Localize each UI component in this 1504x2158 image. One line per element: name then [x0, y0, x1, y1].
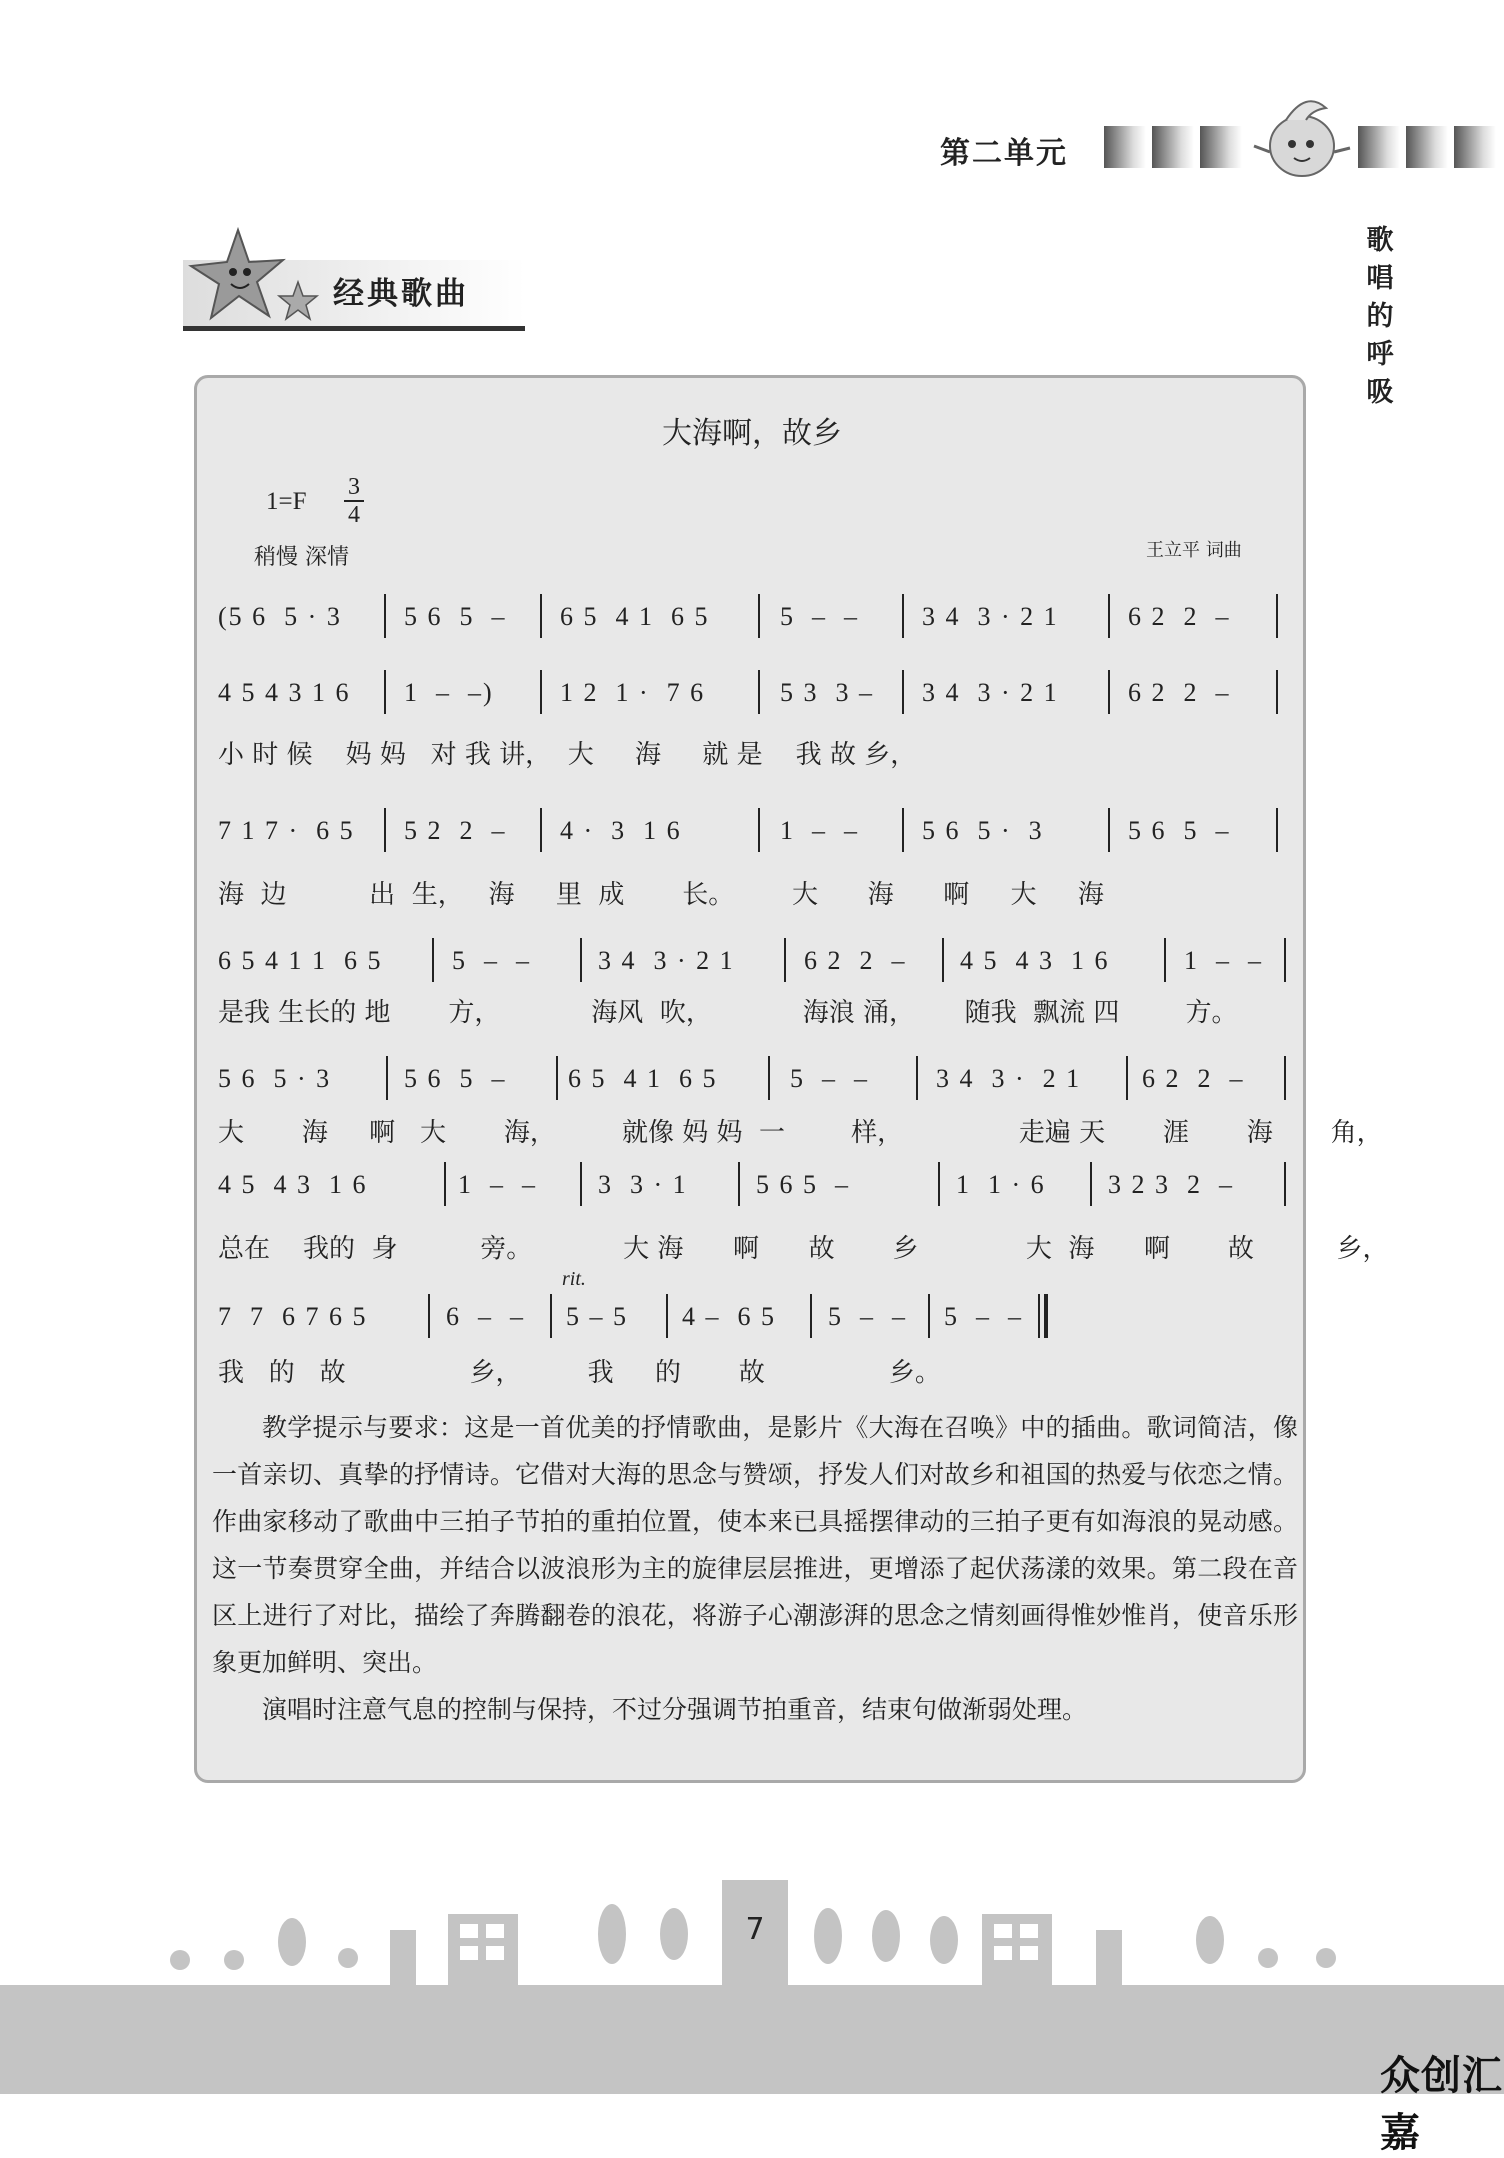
watermark: 众创汇嘉 — [1380, 2053, 1503, 2156]
time-signature-top: 3 — [348, 474, 360, 500]
measure: 3 3 · 1 — [598, 1170, 688, 1199]
measure: 3 4 3 · 2 1 — [936, 1064, 1082, 1093]
measure: 4 5 4 3 1 6 — [218, 1170, 368, 1199]
key-signature: 1=F — [266, 488, 307, 515]
measure: 4 5 4 3 1 6 — [960, 946, 1110, 975]
measure: 1 – – — [458, 1170, 537, 1199]
notation-row — [218, 806, 1298, 856]
measure: 1 2 1 · 7 6 — [560, 678, 706, 707]
notation-row — [218, 668, 1298, 718]
measure: 5 – 5 — [566, 1302, 628, 1331]
measure: 3 4 3 · 2 1 — [922, 602, 1059, 631]
section-title: 经典歌曲 — [333, 276, 469, 312]
measure: 7 1 7 · 6 5 — [218, 816, 355, 845]
measure: 1 – –) — [404, 678, 494, 707]
measure: 3 4 3 · 2 1 — [922, 678, 1059, 707]
measure: 6 2 2 – — [1128, 678, 1231, 707]
measure: 6 5 4 1 6 5 — [568, 1064, 718, 1093]
measure: 7 7 6 7 6 5 — [218, 1302, 368, 1331]
measure: 5 6 5 – — [404, 602, 507, 631]
lyric-line: 小 时 候 妈 妈 对 我 讲， 大 海 就 是 我 故 乡， — [218, 740, 917, 770]
lyric-line: 海 边 出 生， 海 里 成 长。 大 海 啊 大 海 — [218, 880, 1104, 910]
time-signature-bottom: 4 — [348, 502, 360, 528]
banner-underline — [183, 326, 525, 331]
measure: 5 6 5 – — [1128, 816, 1231, 845]
measure: 6 2 2 – — [1142, 1064, 1245, 1093]
notation-row — [218, 1160, 1298, 1210]
measure: 4 – 6 5 — [682, 1302, 776, 1331]
water-drop-mascot-icon — [1246, 96, 1356, 182]
measure: 6 2 2 – — [804, 946, 907, 975]
measure: 3 2 3 2 – — [1108, 1170, 1234, 1199]
lyric-line: 总在 我的 身 旁。 大 海 啊 故 乡 大 海 啊 故 乡， — [218, 1234, 1389, 1264]
teaching-paragraph: 教学提示与要求：这是一首优美的抒情歌曲，是影片《大海在召唤》中的插曲。歌词简洁，像一首亲切、真挚的抒情诗。它借对大海的思念与赞颂，抒发人们对故乡和祖国的热爱与依恋之情。作曲家移动了歌曲中三拍子节拍的重拍位置，使本来已具摇摆律动的三拍子更有如海浪的晃动感。这一节奏贯穿全曲，并结合以波浪形为主的旋律层层推进，更增添了起伏荡漾的效果。第二段在音区上进行了对比，描绘了奔腾翻卷的浪花，将游子心潮澎湃的思念之情刻画得惟妙惟肖，使音乐形象更加鲜明、突出。 — [212, 1413, 1298, 1677]
measure: 5 6 5 – — [404, 1064, 507, 1093]
measure: 1 1 · 6 — [956, 1170, 1046, 1199]
tempo-marking: 稍慢 深情 — [254, 545, 349, 570]
song-author: 王立平 词曲 — [1146, 540, 1242, 561]
page-number: 7 — [745, 1912, 765, 1947]
measure: 6 – – — [446, 1302, 525, 1331]
teaching-paragraph: 演唱时注意气息的控制与保持，不过分强调节拍重音，结束句做渐弱处理。 — [262, 1695, 1088, 1724]
measure: 6 5 4 1 6 5 — [560, 602, 710, 631]
measure: 6 5 4 1 1 6 5 — [218, 946, 383, 975]
measure: 3 4 3 · 2 1 — [598, 946, 735, 975]
lyric-line: 我 的 故 乡， 我 的 故 乡。 — [218, 1358, 941, 1388]
notation-row — [218, 1054, 1298, 1104]
measure: 4 · 3 1 6 — [560, 816, 682, 845]
measure: 4 5 4 3 1 6 — [218, 678, 351, 707]
measure: 6 2 2 – — [1128, 602, 1231, 631]
measure: 1 – – — [780, 816, 859, 845]
measure: 5 – – — [452, 946, 531, 975]
song-title: 大海啊，故乡 — [662, 416, 842, 451]
measure: 5 – – — [944, 1302, 1023, 1331]
footer-band — [0, 1985, 1504, 2094]
unit-title: 第二单元 — [940, 136, 1068, 171]
measure: 5 6 5 – — [756, 1170, 850, 1199]
time-signature — [344, 474, 364, 528]
notation-row — [218, 592, 1298, 642]
measure: 5 2 2 – — [404, 816, 507, 845]
measure: 1 – – — [1184, 946, 1263, 975]
measure: 5 – – — [780, 602, 859, 631]
measure: 5 6 5 · 3 — [218, 1064, 332, 1093]
notation-row — [218, 936, 1298, 986]
measure: 5 – – — [828, 1302, 907, 1331]
measure: 5 6 5 · 3 — [922, 816, 1044, 845]
lyric-line: 是我 生长的 地 方， 海风 吹， 海浪 涌， 随我 飘流 四 方。 — [218, 998, 1238, 1028]
notation-row — [218, 1292, 1298, 1342]
teaching-notes — [212, 1404, 1298, 1733]
measure: 5 3 3 – — [780, 678, 874, 707]
lyric-line: 大 海 啊 大 海， 就像 妈 妈 一 样， 走遍 天 涯 海 角， — [218, 1118, 1383, 1148]
measure: 5 – – — [790, 1064, 869, 1093]
measure: (5 6 5 · 3 — [218, 602, 342, 631]
ritardando-marking: rit. — [562, 1268, 586, 1290]
side-title: 歌唱的呼吸 — [1366, 225, 1394, 408]
